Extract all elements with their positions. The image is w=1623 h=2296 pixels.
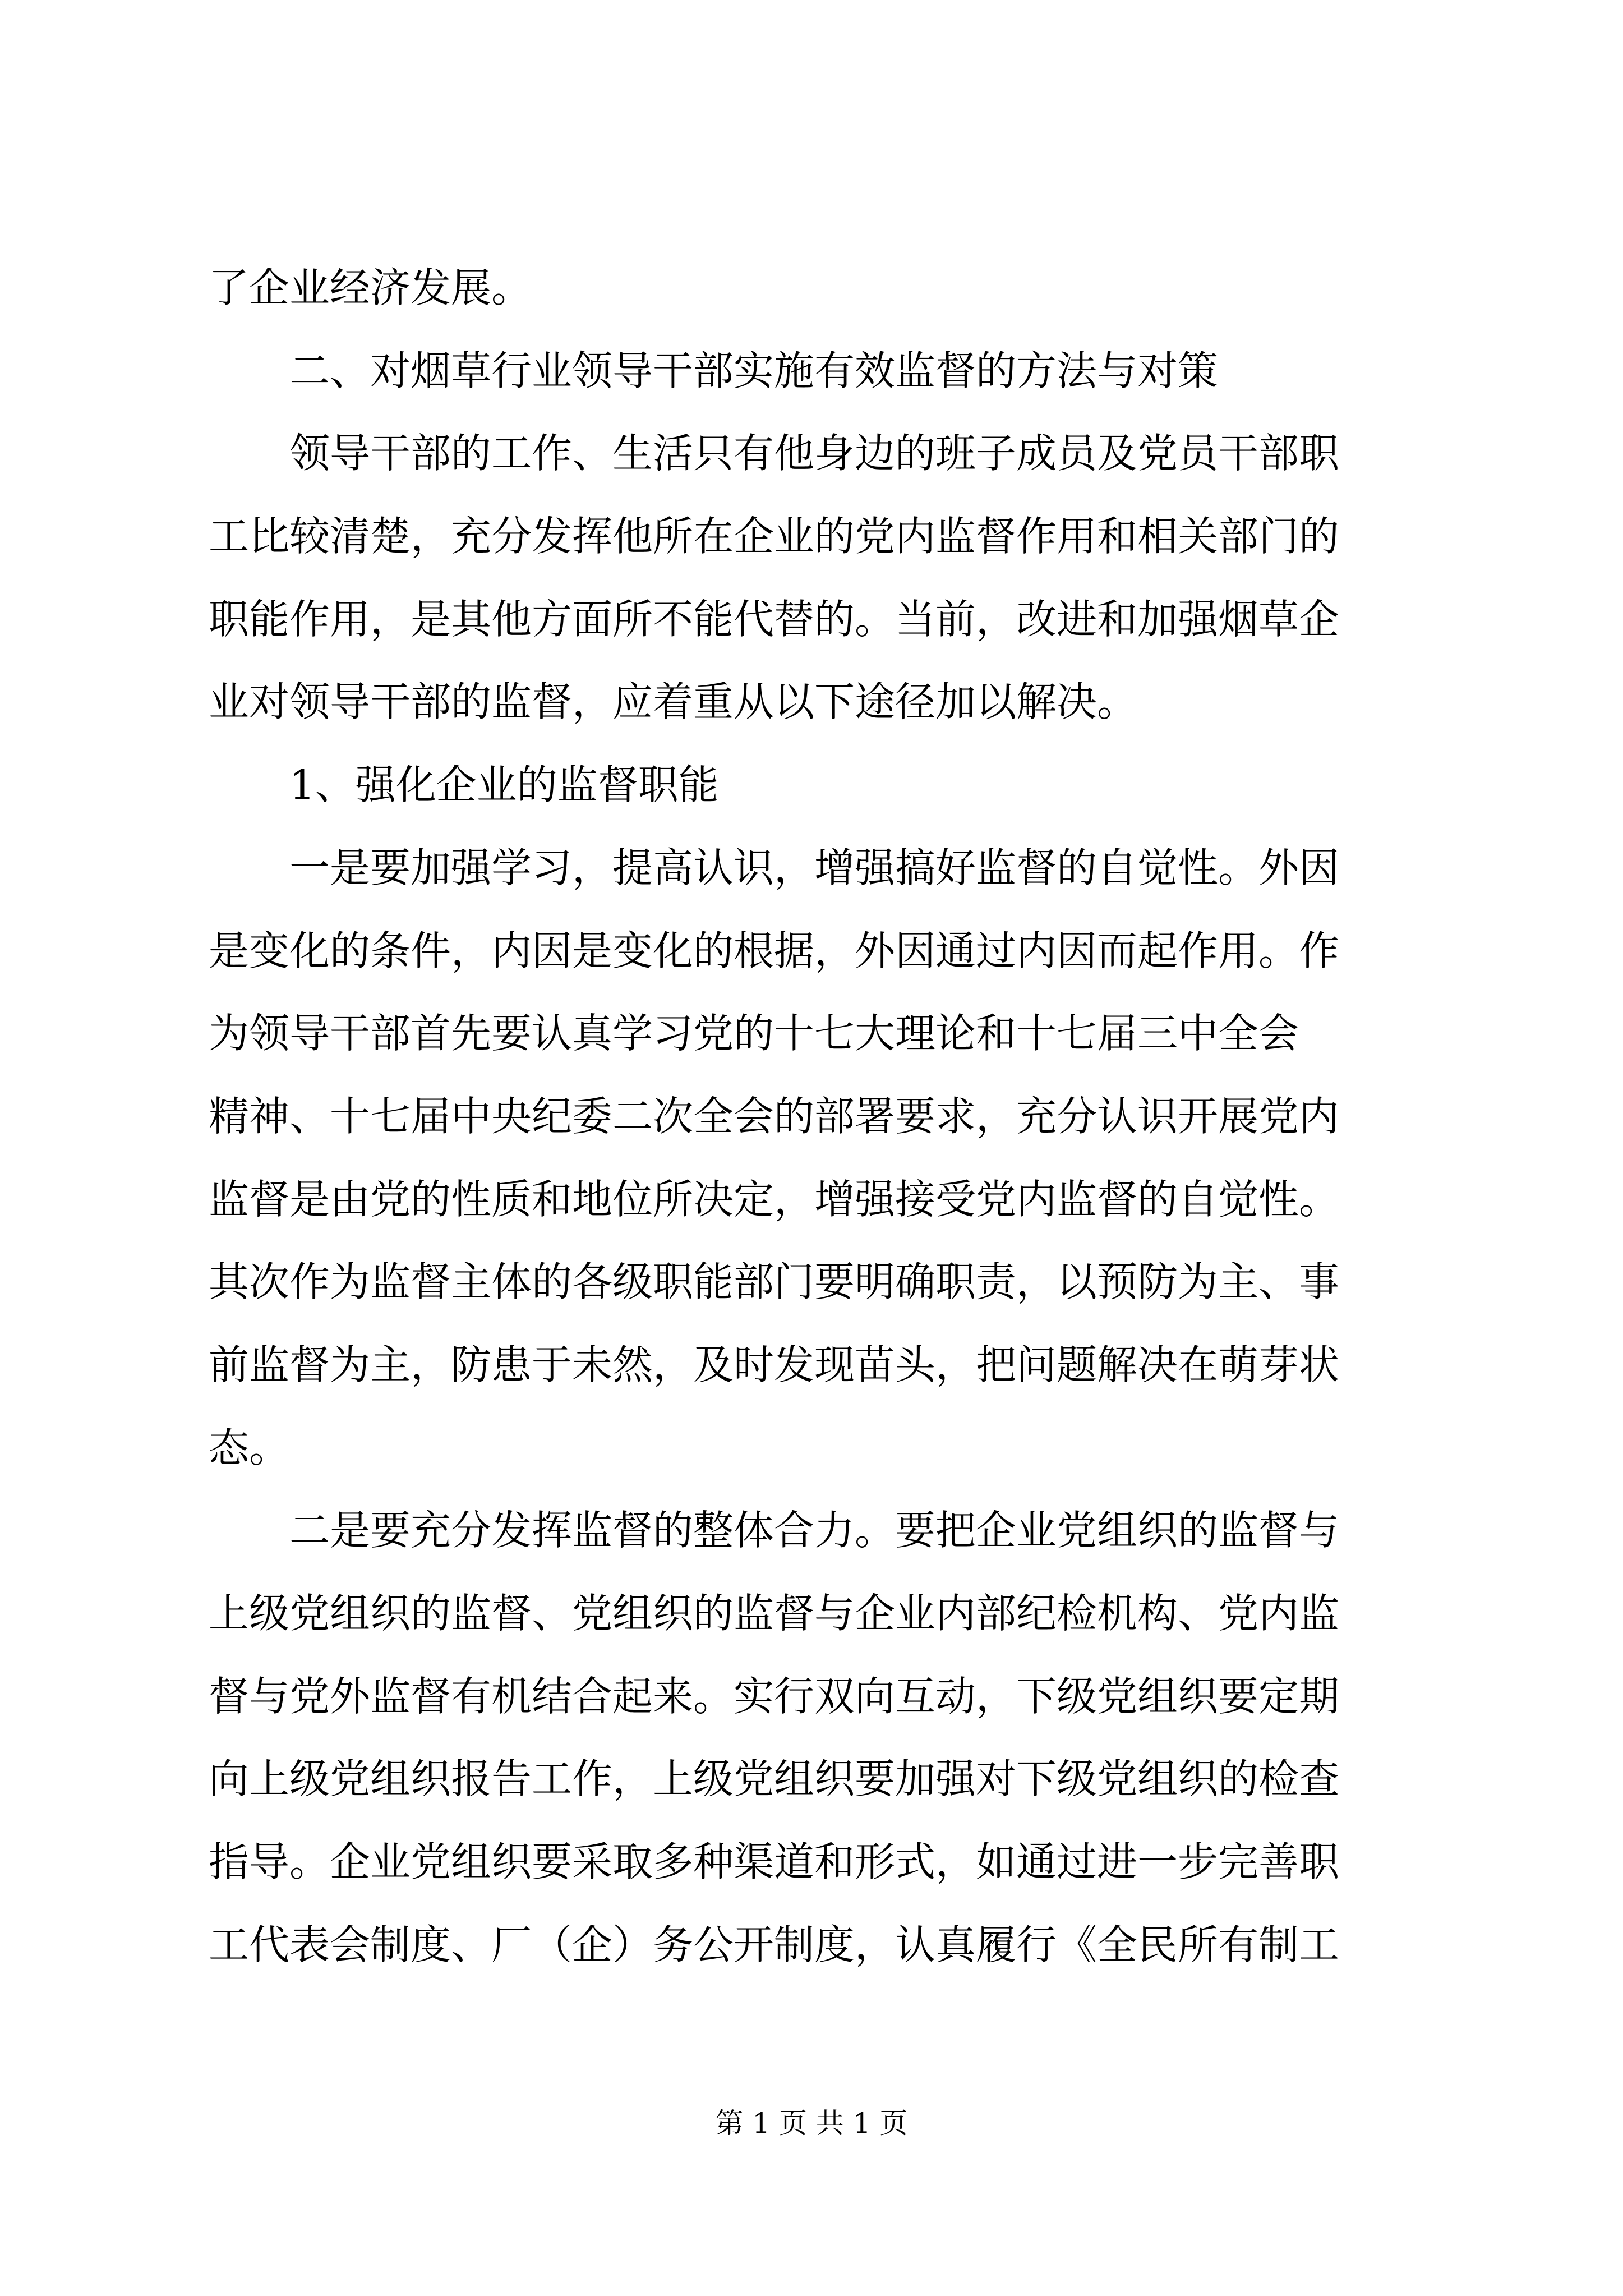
text-line: 前监督为主，防患于未然，及时发现苗头，把问题解决在萌芽状 <box>209 1341 1340 1388</box>
section-heading: 二、对烟草行业领导干部实施有效监督的方法与对策 <box>289 347 1219 394</box>
text-line: 督与党外监督有机结合起来。实行双向互动，下级党组织要定期 <box>209 1672 1340 1720</box>
text-line: 职能作用，是其他方面所不能代替的。当前，改进和加强烟草企 <box>209 595 1340 643</box>
text-line: 工比较清楚，充分发挥他所在企业的党内监督作用和相关部门的 <box>209 513 1340 560</box>
text-line: 为领导干部首先要认真学习党的十七大理论和十七届三中全会 <box>209 1010 1299 1057</box>
text-line: 是变化的条件，内因是变化的根据，外因通过内因而起作用。作 <box>209 927 1340 974</box>
text-line: 了企业经济发展。 <box>209 264 532 311</box>
text-line: 其次作为监督主体的各级职能部门要明确职责，以预防为主、事 <box>209 1258 1340 1306</box>
text-line: 监督是由党的性质和地位所决定，增强接受党内监督的自觉性。 <box>209 1175 1340 1223</box>
page-number-footer: 第 1 页 共 1 页 <box>715 2107 908 2139</box>
text-line: 领导干部的工作、生活只有他身边的班子成员及党员干部职 <box>289 430 1340 477</box>
subsection-heading: 1、强化企业的监督职能 <box>289 761 719 809</box>
text-line: 精神、十七届中央纪委二次全会的部署要求，充分认识开展党内 <box>209 1092 1340 1140</box>
document-body <box>209 247 1414 1986</box>
text-line: 工代表会制度、厂（企）务公开制度，认真履行《全民所有制工 <box>209 1921 1340 1968</box>
text-line: 态。 <box>209 1424 290 1471</box>
text-line: 二是要充分发挥监督的整体合力。要把企业党组织的监督与 <box>289 1507 1340 1554</box>
text-line: 上级党组织的监督、党组织的监督与企业内部纪检机构、党内监 <box>209 1590 1340 1637</box>
text-line: 指导。企业党组织要采取多种渠道和形式，如通过进一步完善职 <box>209 1838 1340 1886</box>
text-line: 一是要加强学习，提高认识，增强搞好监督的自觉性。外因 <box>289 844 1340 891</box>
text-line: 业对领导干部的监督，应着重从以下途径加以解决。 <box>209 678 1138 726</box>
text-line: 向上级党组织报告工作，上级党组织要加强对下级党组织的检查 <box>209 1755 1340 1803</box>
